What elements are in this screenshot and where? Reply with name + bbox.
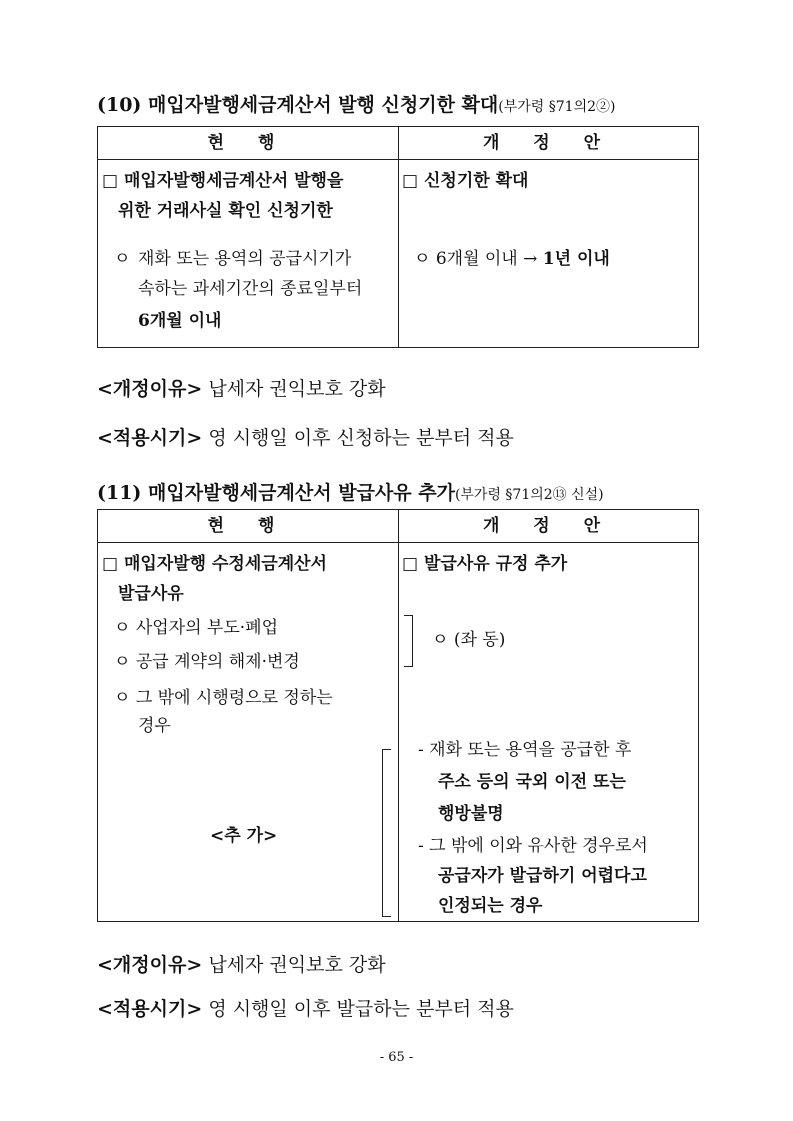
section-11-ref: (부가령 §71의2⑬ 신설)	[454, 487, 604, 503]
new-item-b-line3: 인정되는 경우	[438, 896, 543, 916]
reason-label: <개정이유>	[97, 378, 203, 400]
section-11-reason	[97, 950, 386, 977]
section-11-title: (11) 매입자발행세금계산서 발급사유 추가	[97, 482, 455, 504]
new-item-a-line2: 주소 등의 국외 이전 또는	[438, 772, 626, 792]
current-box-line2: 위한 거래사실 확인 신청기한	[118, 201, 333, 221]
current-item-1: ㅇ 사업자의 부도·폐업	[114, 618, 279, 638]
left-bracket	[382, 749, 391, 917]
right-bracket	[404, 615, 413, 667]
section-10-ref: (부가령 §71의2②)	[498, 99, 616, 115]
column-divider	[398, 543, 399, 922]
reason-text: 납세자 권익보호 강화	[208, 954, 386, 976]
new-item-b-line2: 공급자가 발급하기 어렵다고	[438, 866, 647, 886]
table-header	[98, 510, 698, 543]
current-item-3: ㅇ 그 밖에 시행령으로 정하는	[114, 688, 333, 708]
apply-label: <적용시기>	[97, 427, 203, 449]
proposed-box: □ 신청기한 확대	[402, 171, 529, 191]
table-header	[98, 127, 698, 160]
current-item-line3: 6개월 이내	[138, 311, 222, 331]
proposed-item-text: ㅇ 6개월 이내 →	[414, 249, 538, 269]
new-item-a-line3: 행방불명	[438, 804, 504, 824]
section-10-reason	[97, 374, 386, 401]
new-item-a-line1: - 재화 또는 용역을 공급한 후	[418, 740, 632, 760]
section-10-apply	[97, 423, 514, 450]
page-number: - 65 -	[379, 1050, 414, 1065]
col-current-header: 현 행	[98, 127, 399, 159]
proposed-item	[414, 244, 610, 274]
proposed-box: □ 발급사유 규정 추가	[402, 554, 568, 574]
section-11-heading	[97, 478, 604, 505]
section-11-table	[97, 509, 699, 922]
proposed-same: ㅇ (좌 동)	[432, 630, 506, 650]
proposed-item-bold: 1년 이내	[542, 249, 610, 269]
current-item-line2: 속하는 과세기간의 종료일부터	[138, 279, 363, 299]
apply-text: 영 시행일 이후 발급하는 분부터 적용	[208, 998, 514, 1020]
current-box-line1: □ 매입자발행세금계산서 발행을	[102, 171, 344, 191]
section-10-heading	[97, 90, 615, 117]
section-11-apply	[97, 994, 514, 1021]
current-item-line1: 재화 또는 용역의 공급시기가	[138, 249, 352, 269]
column-divider	[398, 160, 399, 348]
current-bullet: ㅇ	[114, 249, 131, 269]
current-box-line1: □ 매입자발행 수정세금계산서	[102, 554, 327, 574]
reason-label: <개정이유>	[97, 954, 203, 976]
col-current-header: 현 행	[98, 510, 399, 542]
col-proposed-header: 개 정 안	[482, 133, 615, 153]
apply-text: 영 시행일 이후 신청하는 분부터 적용	[208, 427, 514, 449]
current-item-2: ㅇ 공급 계약의 해제·변경	[114, 652, 300, 672]
reason-text: 납세자 권익보호 강화	[208, 378, 386, 400]
current-item-3-line2: 경우	[138, 716, 171, 736]
apply-label: <적용시기>	[97, 998, 203, 1020]
section-10-title: (10) 매입자발행세금계산서 발행 신청기한 확대	[97, 94, 499, 116]
current-box-line2: 발급사유	[118, 584, 184, 604]
added-label: <추 가>	[210, 826, 278, 846]
new-item-b-line1: - 그 밖에 이와 유사한 경우로서	[418, 836, 648, 856]
section-10-table	[97, 126, 699, 348]
col-proposed-header: 개 정 안	[482, 516, 615, 536]
